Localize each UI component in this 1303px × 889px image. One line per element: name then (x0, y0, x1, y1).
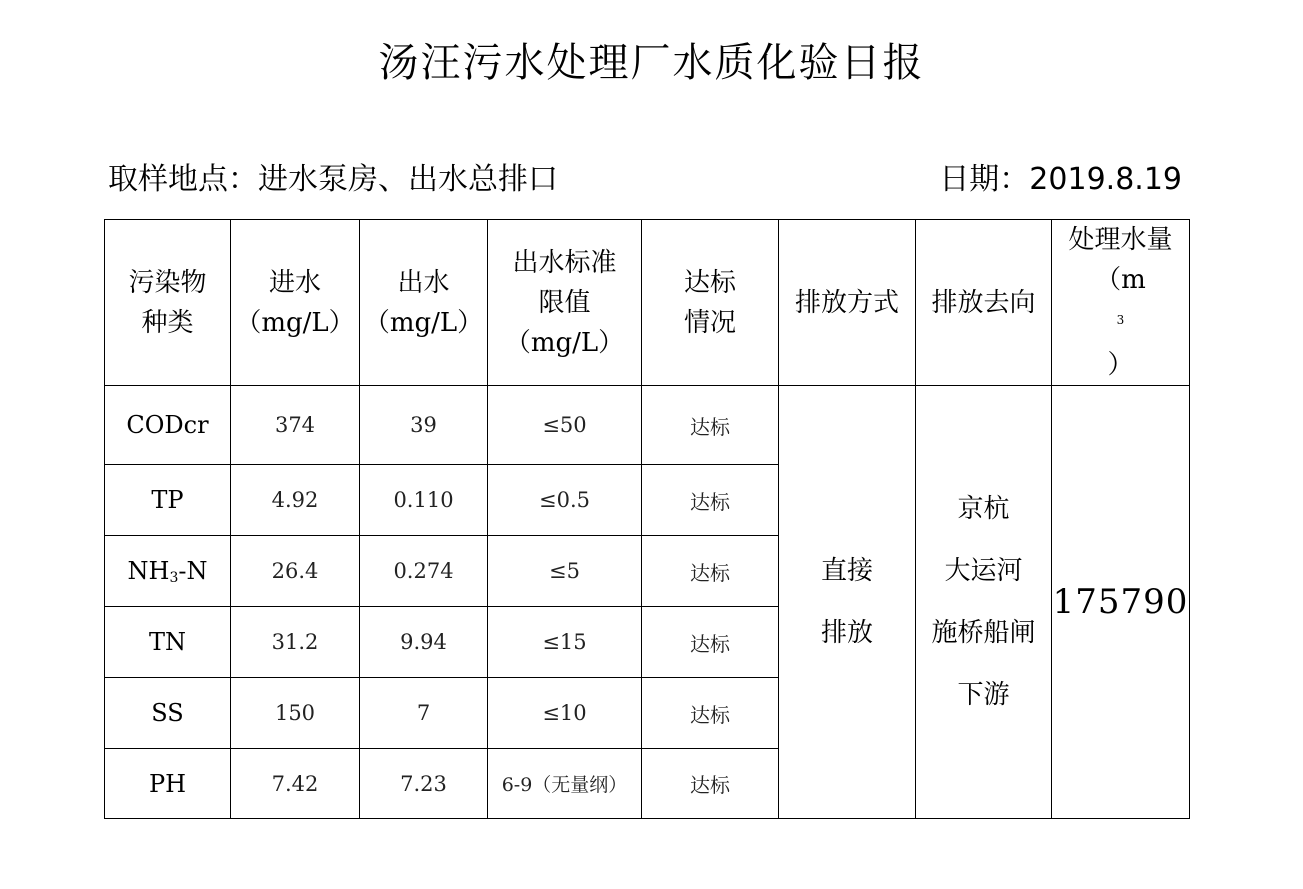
compliance-status: 达标 (642, 386, 779, 465)
limit-value: ≤10 (488, 678, 642, 749)
header-limit: 出水标准 限值 （mg/L） (488, 220, 642, 386)
pollutant-name: CODcr (105, 386, 231, 465)
pollutant-name: SS (105, 678, 231, 749)
header-discharge-method: 排放方式 (779, 220, 916, 386)
table-header-row (105, 220, 1190, 386)
header-outflow: 出水 （mg/L） (360, 220, 488, 386)
pollutant-name: TN (105, 607, 231, 678)
sampling-location: 取样地点：进水泵房、出水总排口 (108, 162, 558, 197)
compliance-status: 达标 (642, 607, 779, 678)
pollutant-name: $NH_3-N$ (105, 536, 231, 607)
limit-value: ≤5 (488, 536, 642, 607)
report-title: 汤汪污水处理厂水质化验日报 (378, 40, 925, 86)
limit-value: ≤50 (488, 386, 642, 465)
outflow-value: 7 (360, 678, 488, 749)
outflow-value: 0.110 (360, 465, 488, 536)
inflow-value: 374 (231, 386, 360, 465)
inflow-value: 150 (231, 678, 360, 749)
header-compliance: 达标 情况 (642, 220, 779, 386)
limit-value: ≤0.5 (488, 465, 642, 536)
limit-value: 6-9（无量纲） (488, 749, 642, 819)
treated-volume: 175790 (1052, 386, 1190, 819)
water-quality-table (104, 219, 1190, 819)
pollutant-name: TP (105, 465, 231, 536)
inflow-value: 31.2 (231, 607, 360, 678)
compliance-status: 达标 (642, 465, 779, 536)
outflow-value: 7.23 (360, 749, 488, 819)
limit-value: ≤15 (488, 607, 642, 678)
compliance-status: 达标 (642, 536, 779, 607)
table-row (105, 386, 1190, 465)
report-date: 日期：2019.8.19 (939, 162, 1182, 197)
outflow-value: 9.94 (360, 607, 488, 678)
header-discharge-destination: 排放去向 (916, 220, 1052, 386)
header-inflow: 进水 （mg/L） (231, 220, 360, 386)
inflow-value: 4.92 (231, 465, 360, 536)
discharge-method: 直接 排放 (779, 386, 916, 819)
header-pollutant: 污染物 种类 (105, 220, 231, 386)
inflow-value: 26.4 (231, 536, 360, 607)
compliance-status: 达标 (642, 678, 779, 749)
discharge-destination: 京杭 大运河 施桥船闸 下游 (916, 386, 1052, 819)
header-volume: 处理水量 （m $^3$ ） (1052, 220, 1190, 386)
outflow-value: 39 (360, 386, 488, 465)
compliance-status: 达标 (642, 749, 779, 819)
inflow-value: 7.42 (231, 749, 360, 819)
pollutant-name: PH (105, 749, 231, 819)
outflow-value: 0.274 (360, 536, 488, 607)
